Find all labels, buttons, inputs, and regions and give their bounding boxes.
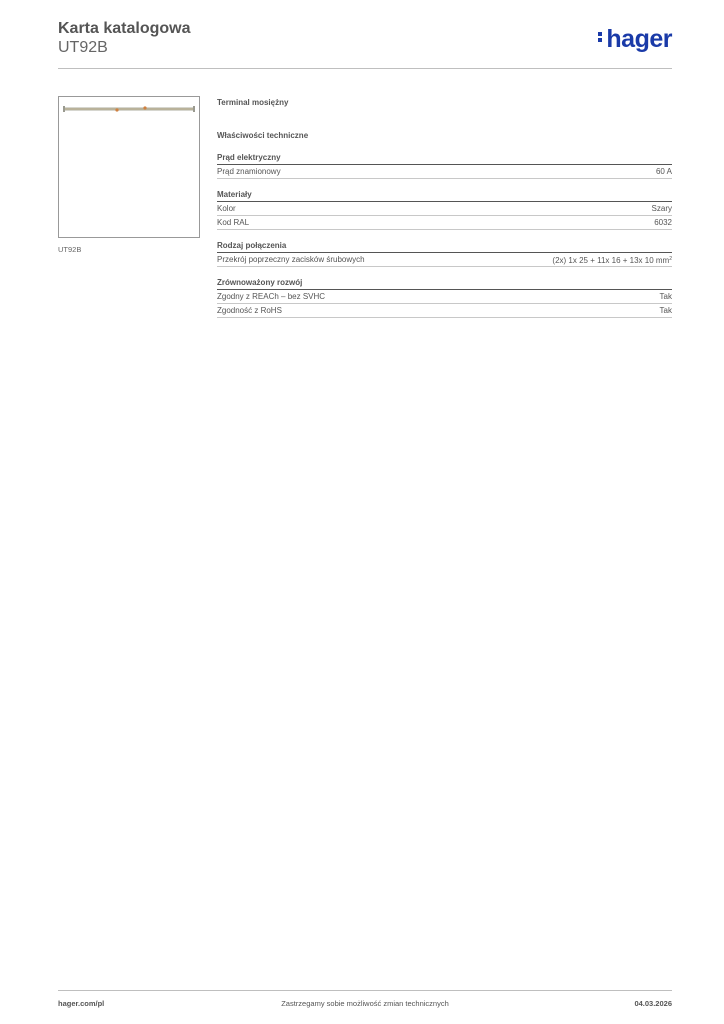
spec-value: 6032: [654, 218, 672, 227]
logo-text: hager: [606, 25, 672, 53]
spec-value: Szary: [651, 204, 672, 213]
spec-label: Kod RAL: [217, 218, 250, 227]
spec-group-title: Zrównoważony rozwój: [217, 277, 672, 290]
brass-terminal-bar-image: [59, 97, 199, 237]
spec-group-title: Materiały: [217, 189, 672, 202]
spec-row: [217, 253, 672, 267]
spec-value: Tak: [659, 306, 672, 315]
specifications: [217, 96, 672, 318]
footer-date: 04.03.2026: [634, 999, 672, 1008]
hager-logo: [598, 25, 672, 54]
footer-website-link[interactable]: hager.com/pl: [58, 999, 105, 1008]
header-divider: [58, 68, 672, 69]
spec-label: Przekrój poprzeczny zacisków śrubowych: [217, 255, 365, 264]
spec-group-electric: [217, 152, 672, 179]
logo-dots-icon: [598, 30, 603, 44]
spec-value: Tak: [659, 292, 672, 301]
spec-row: [217, 304, 672, 318]
product-name: Terminal mosiężny: [217, 98, 289, 107]
spec-label: Prąd znamionowy: [217, 167, 281, 176]
product-image-frame: [58, 96, 200, 238]
spec-label: Kolor: [217, 204, 236, 213]
product-code: UT92B: [58, 39, 108, 56]
footer-divider: [58, 990, 672, 991]
spec-value: (2x) 1x 25 + 11x 16 + 13x 10 $mm^2$: [552, 256, 672, 265]
spec-row: [217, 290, 672, 304]
specs-heading: Właściwości techniczne: [217, 131, 309, 140]
footer-disclaimer: Zastrzegamy sobie możliwość zmian technicznych: [281, 999, 449, 1008]
spec-row: [217, 165, 672, 179]
spec-row: [217, 216, 672, 230]
spec-value: 60 A: [655, 167, 672, 176]
product-image-caption: UT92B: [58, 245, 82, 254]
spec-label: Zgodność z RoHS: [217, 306, 282, 315]
spec-group-materials: [217, 189, 672, 230]
page-header: [58, 20, 672, 68]
spec-label: Zgodny z REACh – bez SVHC: [217, 292, 326, 301]
spec-group-sustainability: [217, 277, 672, 318]
document-title: Karta katalogowa: [58, 20, 191, 37]
unit-superscript: 2: [669, 256, 672, 262]
spec-group-title: Prąd elektryczny: [217, 152, 672, 165]
spec-group-connection: [217, 240, 672, 267]
spec-row: [217, 202, 672, 216]
spec-group-title: Rodzaj połączenia: [217, 240, 672, 253]
